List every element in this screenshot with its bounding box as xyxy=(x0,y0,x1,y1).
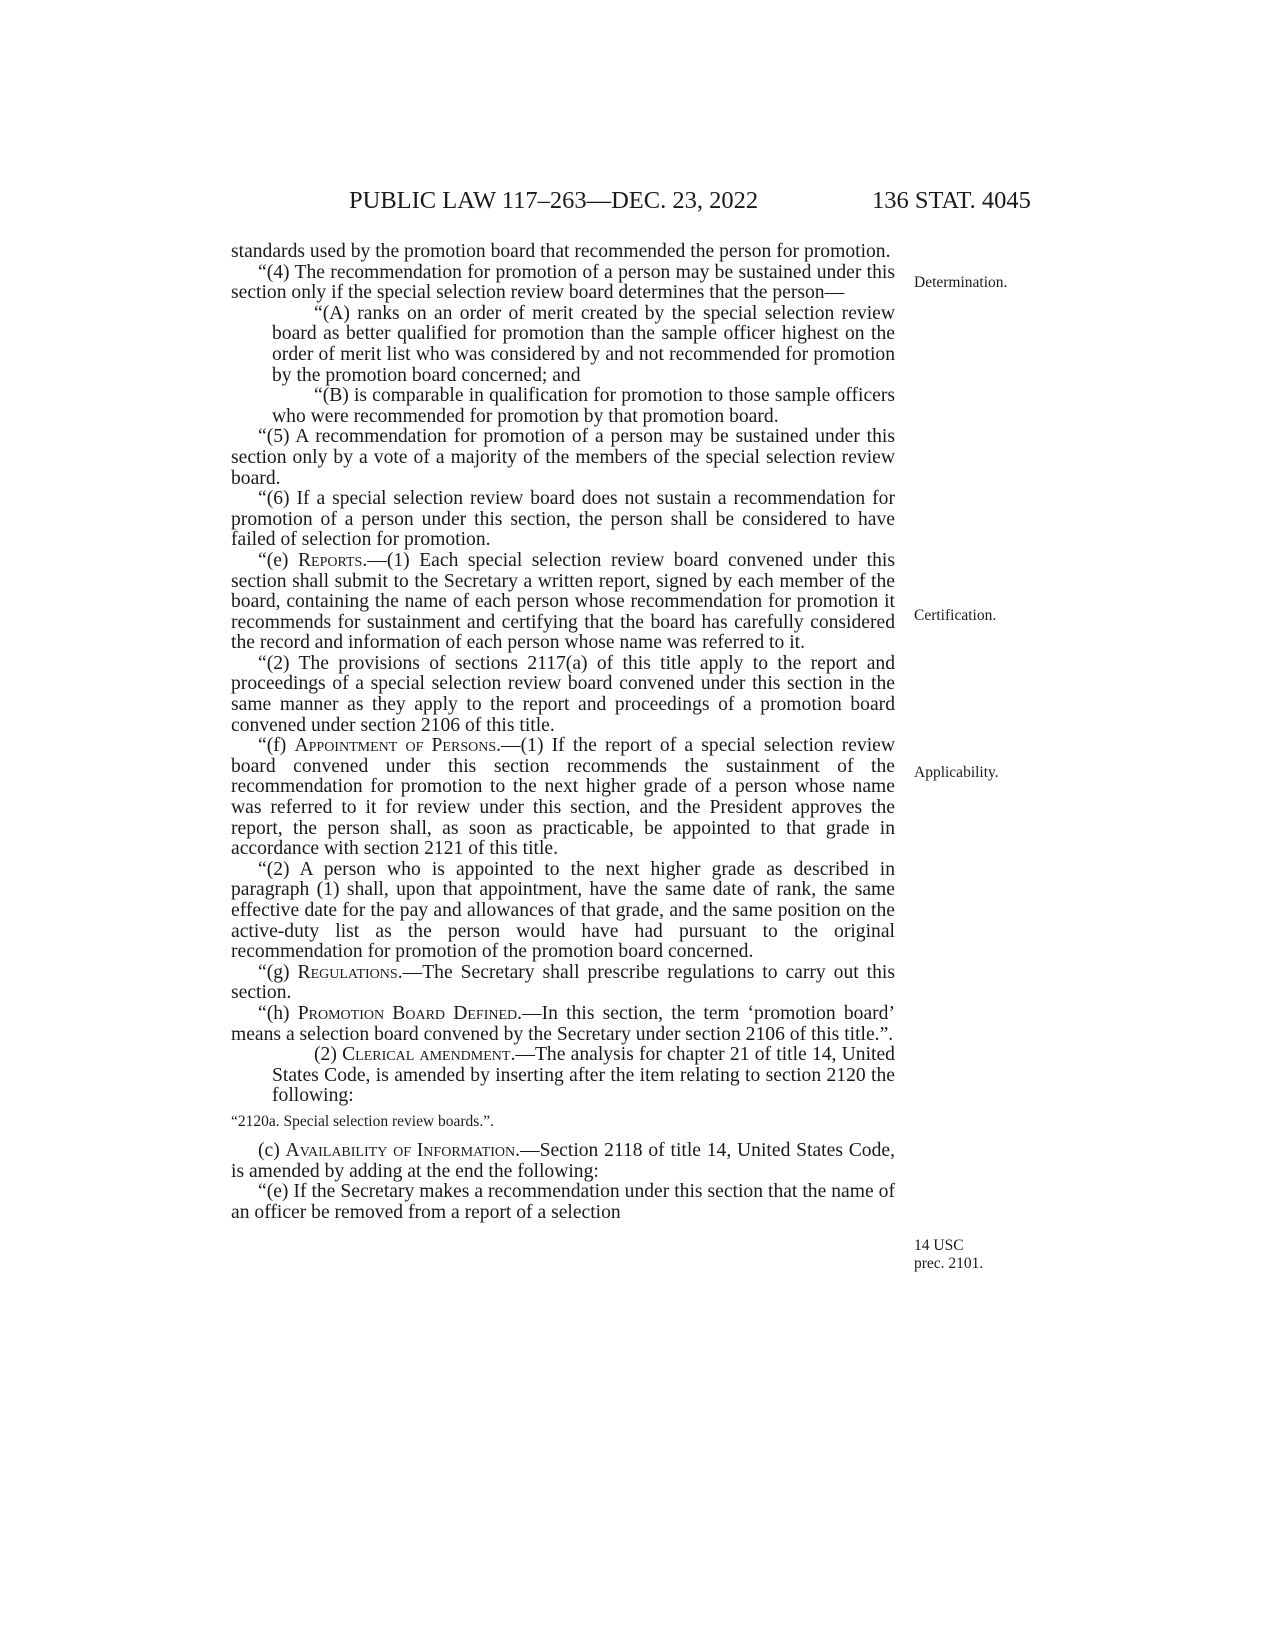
subsection-g-lead: “(g) xyxy=(258,961,290,983)
clerical-amendment-heading: Clerical amendment xyxy=(342,1044,511,1066)
subparagraph-a: “(A) ranks on an order of merit created by the special selection review board as better qualified for promotion than the sample officer highest on the order of merit list who was considered by and not recommended for promotion by the promotion board concerned; and xyxy=(272,302,895,386)
margin-note-determination: Determination. xyxy=(914,274,1008,291)
subsection-h-lead: “(h) xyxy=(258,1002,290,1024)
paragraph-5: “(5) A recommendation for promotion of a person may be sustained under this section only by a vote of a majority of the members of the special selection review board. xyxy=(231,426,895,489)
subsection-f-text: .—(1) If the report of a special selection review board convened under this section recommends the sustainment of the recommendation for promotion to the next higher grade of a person whose name was referred to it for review under this section, and the President approves the report, the person shall, as soon as practicable, be appointed to that grade in accordance with section 2121 of this title. xyxy=(231,735,896,860)
subsection-f-lead: “(f) xyxy=(258,735,287,757)
paragraph-6: “(6) If a special selection review board does not sustain a recommendation for promotion of a person under this section, the person shall be considered to have failed of selection for promotion. xyxy=(231,488,895,551)
running-header-title: PUBLIC LAW 117–263—DEC. 23, 2022 xyxy=(349,187,759,214)
subsection-f-paragraph-2: “(2) A person who is appointed to the next higher grade as described in paragraph (1) shall, upon that appointment, have the same date of rank, the same effective date for the pay and allowances of that grade, and the same position on the active-duty list as the person would have had pursuant to the original recommendation for promotion of the promotion board concerned. xyxy=(231,858,895,963)
margin-note-applicability: Applicability. xyxy=(914,764,999,781)
subparagraph-b: “(B) is comparable in qualification for promotion to those sample officers who were recommended for promotion by that promotion board. xyxy=(272,385,895,427)
subsection-g-regulations xyxy=(231,963,895,1004)
subsection-e-lead: “(e) xyxy=(258,549,289,571)
clerical-amendment-text: .—The analysis for chapter 21 of title 14, United States Code, is amended by inserting after the item relating to section 2120 the following: xyxy=(272,1044,895,1107)
subsection-h-definition xyxy=(231,1004,895,1045)
subsection-g-text: .—The Secretary shall prescribe regulations to carry out this section. xyxy=(231,961,895,1004)
subsection-g-heading: Regulations xyxy=(297,961,398,983)
subsection-f-heading: Appointment of Persons xyxy=(294,735,497,757)
margin-note-usc-line2: prec. 2101. xyxy=(914,1255,984,1272)
clerical-amendment xyxy=(272,1045,895,1107)
subsection-c-lead: (c) xyxy=(258,1139,280,1161)
subsection-e-paragraph-2: “(2) The provisions of sections 2117(a) of this title apply to the report and proceedings of a special selection review board convened under this section in the same manner as they apply to the report and proceedings of a promotion board convened under section 2106 of this title. xyxy=(231,652,895,736)
paragraph-4: “(4) The recommendation for promotion of a person may be sustained under this section only if the special selection review board determines that the person— xyxy=(231,261,895,304)
subsection-c-availability xyxy=(231,1141,895,1182)
subsection-h-text: .—In this section, the term ‘promotion board’ means a selection board convened by the Secretary under section 2106 of this title.”. xyxy=(231,1002,896,1045)
subsection-e-heading: Reports xyxy=(297,549,363,571)
clerical-amendment-lead: (2) xyxy=(314,1044,337,1066)
subsection-c-heading: Availability of Information xyxy=(285,1139,516,1161)
subsection-e-reports xyxy=(231,551,895,654)
subsection-h-heading: Promotion Board Defined xyxy=(297,1002,518,1024)
margin-note-certification: Certification. xyxy=(914,607,997,624)
subsection-f-appointment xyxy=(231,736,895,860)
analysis-item: “2120a. Special selection review boards.”. xyxy=(231,1112,494,1130)
inserted-subsection-e: “(e) If the Secretary makes a recommendation under this section that the name of an officer be removed from a report of a selection xyxy=(231,1181,895,1223)
main-text xyxy=(231,242,895,1223)
running-header-page-number: 136 STAT. 4045 xyxy=(872,187,1031,214)
paragraph-continued: standards used by the promotion board that recommended the person for promotion. xyxy=(231,241,891,262)
margin-note-usc-line1: 14 USC xyxy=(914,1237,964,1254)
subsection-e-text: .—(1) Each special selection review board convened under this section shall submit to the Secretary a written report, signed by each member of the board, containing the name of each person whose recommendation for promotion it recommends for sustainment and certifying that the board has carefully considered the record and information of each person whose name was referred to it. xyxy=(231,549,895,654)
subsection-c-text: .—Section 2118 of title 14, United States Code, is amended by adding at the end the following: xyxy=(231,1139,895,1182)
